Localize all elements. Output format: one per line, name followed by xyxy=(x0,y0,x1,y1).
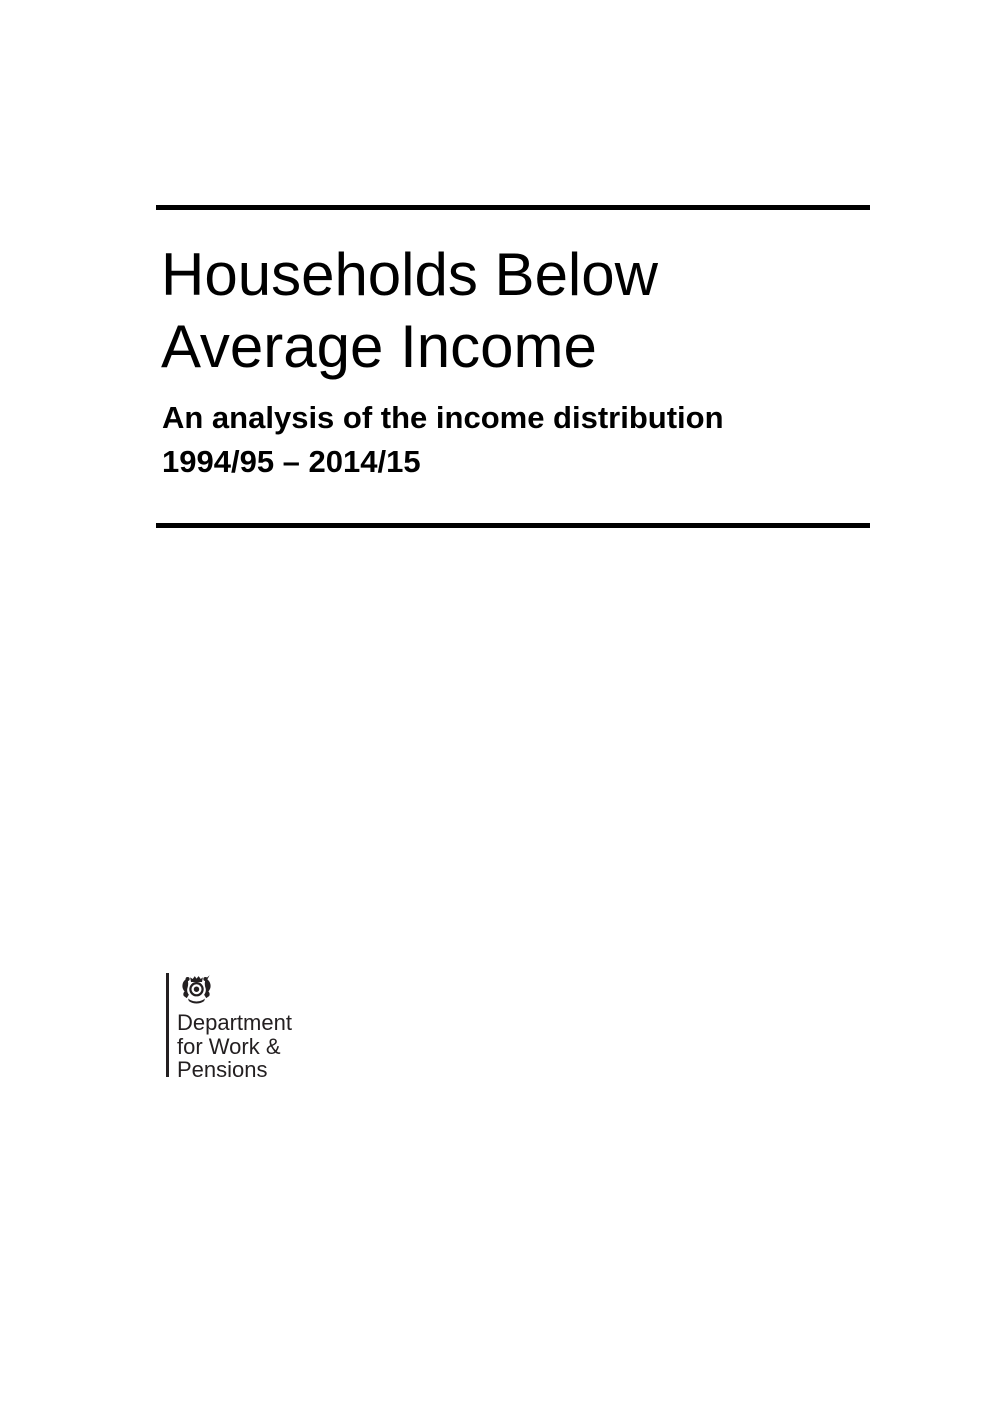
dwp-logo-text xyxy=(177,1011,292,1082)
report-title-line-2: Average Income xyxy=(161,313,597,380)
report-subtitle xyxy=(162,396,724,484)
dwp-logo-text-line-1: Department xyxy=(177,1010,292,1035)
dwp-logo xyxy=(166,972,346,1082)
top-rule xyxy=(156,205,870,210)
report-subtitle-line-2: 1994/95 – 2014/15 xyxy=(162,444,421,479)
report-title xyxy=(161,239,658,383)
report-title-line-1: Households Below xyxy=(161,241,658,308)
dwp-logo-text-line-2: for Work & xyxy=(177,1033,281,1059)
dwp-logo-vertical-bar xyxy=(166,973,169,1077)
dwp-logo-text-line-3: Pensions xyxy=(177,1057,268,1082)
bottom-rule xyxy=(156,523,870,528)
report-subtitle-line-1: An analysis of the income distribution xyxy=(162,400,724,435)
royal-coat-of-arms-icon xyxy=(177,974,216,1007)
